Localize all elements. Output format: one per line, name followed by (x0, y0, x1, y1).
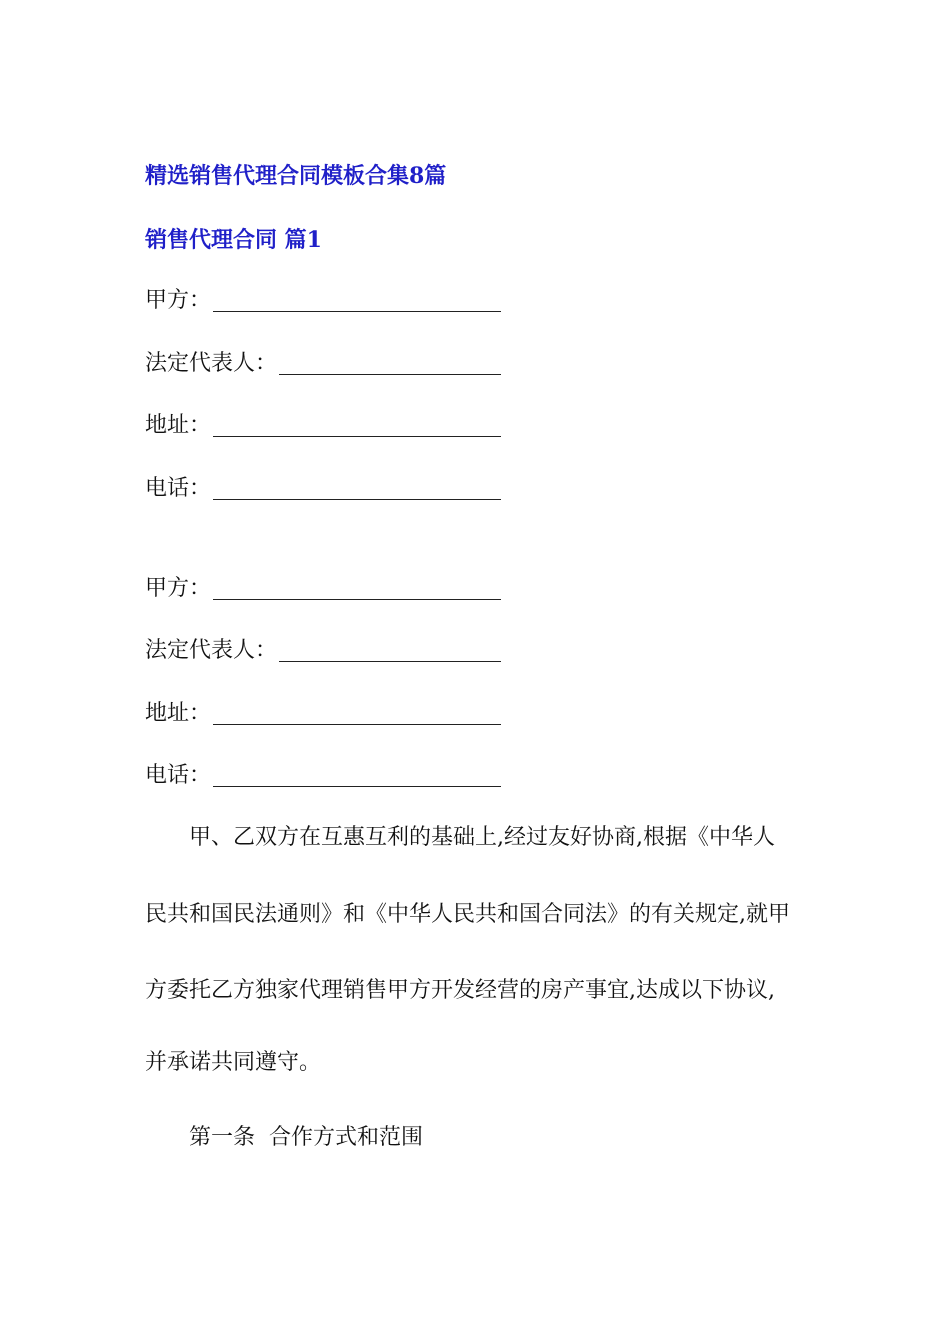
representative-blank-line-2 (279, 641, 501, 662)
section-title: 销售代理合同 篇1 (145, 227, 322, 253)
intro-line-3: 方委托乙方独家代理销售甲方开发经营的房产事宜,达成以下协议, (145, 978, 775, 1003)
article-1-heading: 第一条 合作方式和范围 (189, 1125, 423, 1150)
representative-label-2: 法定代表人： (145, 638, 278, 663)
phone-blank-line (213, 479, 501, 500)
party-a-blank-line-2 (213, 579, 501, 600)
address-blank-line (213, 416, 501, 437)
phone-label: 电话： (145, 476, 212, 501)
party-a-field (145, 290, 501, 312)
party-a-label: 甲方： (145, 288, 212, 313)
main-title: 精选销售代理合同模板合集8篇 (145, 163, 447, 189)
intro-line-2: 民共和国民法通则》和《中华人民共和国合同法》的有关规定,就甲 (145, 902, 790, 927)
representative-field (145, 353, 501, 375)
address-label: 地址： (145, 413, 212, 438)
address-field-2 (145, 703, 501, 725)
party-a-blank-line (213, 291, 501, 312)
address-field (145, 415, 501, 437)
party-a-label-2: 甲方： (145, 576, 212, 601)
intro-line-1: 甲、乙双方在互惠互利的基础上,经过友好协商,根据《中华人 (189, 825, 775, 850)
phone-field (145, 478, 501, 500)
party-a-field-2 (145, 578, 501, 600)
intro-line-4: 并承诺共同遵守。 (145, 1050, 322, 1075)
address-label-2: 地址： (145, 701, 212, 726)
address-blank-line-2 (213, 704, 501, 725)
phone-field-2 (145, 765, 501, 787)
phone-blank-line-2 (213, 766, 501, 787)
representative-blank-line (279, 354, 501, 375)
phone-label-2: 电话： (145, 763, 212, 788)
representative-label: 法定代表人： (145, 351, 278, 376)
representative-field-2 (145, 640, 501, 662)
